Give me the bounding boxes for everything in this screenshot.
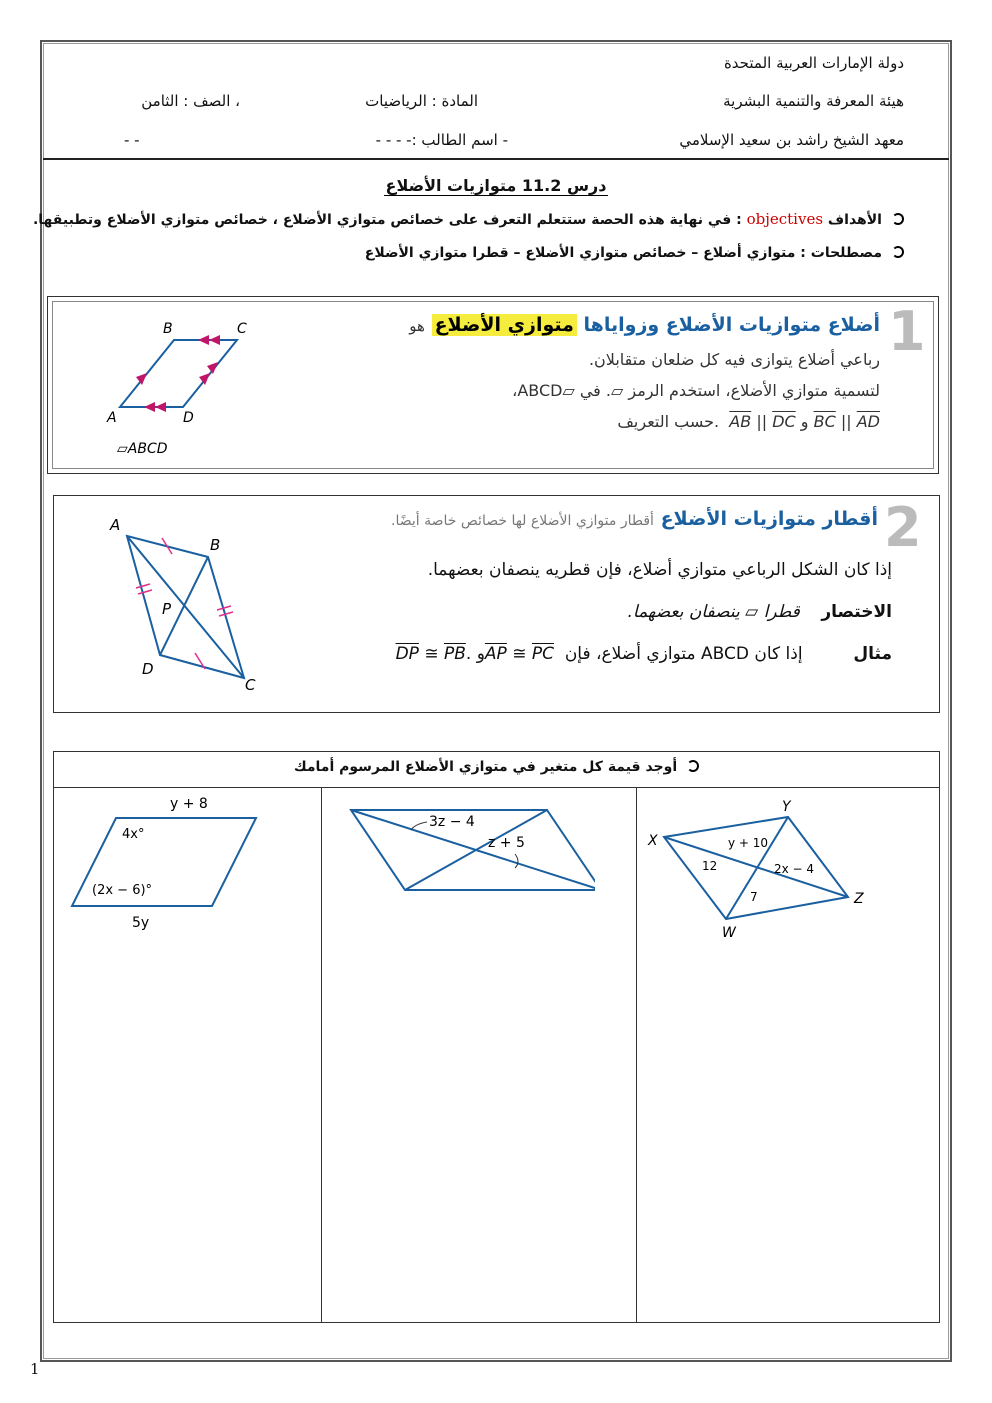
column-divider (636, 787, 637, 1322)
terms-text: متوازي أضلاع – خصائص متوازي الأضلاع – قطرا متوازي الأضلاع (364, 245, 796, 261)
label-s2: 12 (702, 859, 718, 873)
arrow-icon (198, 335, 209, 345)
vertex-d: D (183, 410, 194, 426)
grade-label: ، الصف : الثامن (141, 92, 240, 110)
exercise-figure-3 (642, 795, 882, 945)
exercise-figure-2 (345, 800, 595, 900)
abbreviation-row: الاختصار قطرا ▱ ينصفان بعضهما. (627, 602, 892, 622)
arrow-icon (144, 402, 155, 412)
country-name: دولة الإمارات العربية المتحدة (723, 54, 904, 72)
vertex-w: W (722, 925, 736, 941)
label-s4: 7 (750, 890, 758, 904)
vertex-y: Y (782, 799, 791, 815)
header-dashes: - - (124, 131, 140, 149)
header-divider (43, 158, 949, 160)
exercise-figure-1 (60, 790, 310, 940)
pointer-arrow (411, 822, 427, 830)
vertex-d: D (142, 660, 154, 678)
section1-line1: رباعي أضلاع يتوازى فيه كل ضلعان متقابلان. (588, 350, 880, 369)
exercise-header-row (54, 752, 939, 788)
objectives-en: objectives (746, 210, 824, 228)
vertex-b: B (210, 536, 221, 554)
section2-number: 2 (884, 496, 922, 559)
label-seg2: z + 5 (488, 835, 525, 851)
vertex-a: A (110, 516, 121, 534)
arrow-icon (209, 335, 220, 345)
diagonals-figure (100, 510, 280, 700)
label-seg1: 3z − 4 (429, 814, 475, 830)
pointer-arrow (515, 854, 518, 868)
bullet-icon (892, 246, 904, 258)
arrow-icon (207, 362, 218, 374)
section2-title: أقطار متوازيات الأضلاع أقطار متوازي الأضلاع لها خصائص خاصة أيضًا. (391, 508, 878, 530)
label-top: y + 8 (170, 796, 208, 812)
institute-name: معهد الشيخ راشد بن سعيد الإسلامي (679, 131, 904, 149)
label-bottom: 5y (132, 915, 150, 931)
label-s1: y + 10 (728, 836, 769, 850)
arrow-icon (199, 373, 210, 385)
student-name-label: - اسم الطالب :- - - - (375, 131, 508, 149)
tick-mark (138, 590, 152, 594)
tick-mark (136, 584, 150, 588)
arrow-icon (155, 402, 166, 412)
objectives-text: : في نهاية هذه الحصة ستتعلم التعرف على خصائص متوازي الأضلاع ، خصائص متوازي الأضلاع وتطبيقها. (32, 212, 742, 228)
section1-line2: لتسمية متوازي الأضلاع، استخدم الرمز ▱. في ▱ABCD، (512, 381, 880, 400)
vertex-c: C (245, 676, 256, 694)
vertex-c: C (237, 321, 247, 337)
section1-number: 1 (888, 300, 926, 363)
column-divider (321, 787, 322, 1322)
label-angle-top: 4x° (122, 827, 145, 842)
objectives-row (33, 210, 904, 228)
bullet-icon (892, 213, 904, 225)
vertex-a: A (107, 410, 117, 426)
vertex-x: X (648, 833, 658, 849)
subject-label: المادة : الرياضيات (365, 92, 478, 110)
section1-line3: حسب التعريف. $\overline{AB}$ || $\overline{DC}$ و $\overline{BC}$ || $\overline{AD}$ (617, 412, 880, 431)
definition-highlight: متوازي الأضلاع (432, 314, 577, 336)
authority-name: هيئة المعرفة والتنمية البشرية (723, 92, 904, 110)
vertex-p: P (162, 600, 172, 618)
vertex-b: B (163, 321, 173, 337)
terms-row (365, 245, 904, 261)
parallelogram-shape (120, 340, 237, 407)
theorem-statement: إذا كان الشكل الرباعي متوازي أضلاع، فإن قطريه ينصفان بعضهما. (427, 560, 892, 580)
example-row: مثال إذا كان ABCD متوازي أضلاع، فإن $\overline{AP}$ ≅ $\overline{PC}$ و $\overline{DP}$ ≅ $\overline{PB}$. (395, 644, 892, 664)
arrow-icon (136, 373, 147, 385)
terms-label: مصطلحات : (800, 245, 882, 261)
figure-caption: ▱ABCD (117, 441, 168, 457)
objectives-label: الأهداف (827, 212, 882, 228)
label-s3: 2x − 4 (774, 862, 815, 876)
parallelogram-figure (95, 315, 265, 465)
exercise-heading: أوجد قيمة كل متغير في متوازي الأضلاع المرسوم أمامك (54, 759, 939, 775)
bullet-icon (687, 760, 699, 772)
section1-title: أضلاع متوازيات الأضلاع وزواياها متوازي الأضلاع هو (409, 314, 880, 336)
label-angle-bottom: (2x − 6)° (92, 883, 153, 898)
vertex-z: Z (854, 891, 864, 907)
page-number: 1 (30, 1360, 40, 1378)
lesson-title: درس 11.2 متوازيات الأضلاع (385, 176, 607, 195)
